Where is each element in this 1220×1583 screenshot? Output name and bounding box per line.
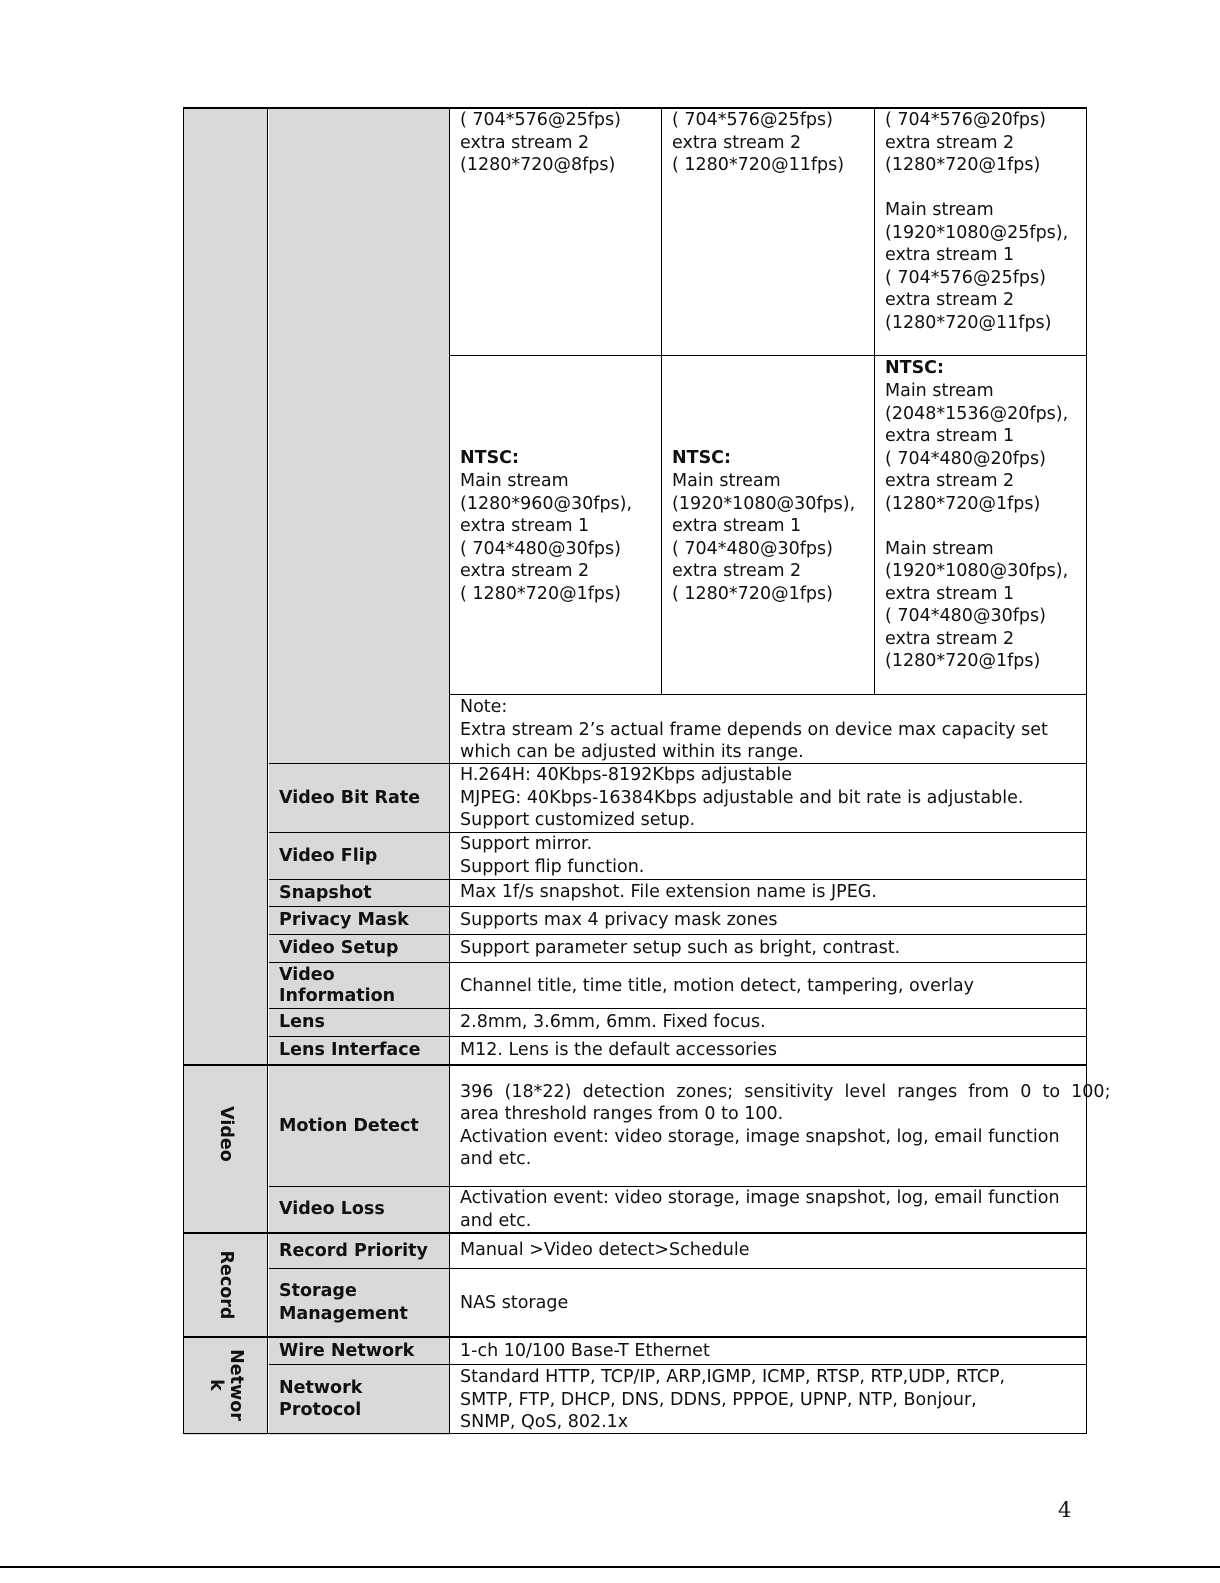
pal-stream-col1: ( 704*576@25fps) extra stream 2 (1280*720@8fps) bbox=[460, 110, 621, 175]
col-border bbox=[1086, 107, 1087, 1434]
label-lens: Lens bbox=[279, 1012, 325, 1033]
value-snapshot: Max 1f/s snapshot. File extension name is JPEG. bbox=[460, 882, 877, 902]
label-snapshot: Snapshot bbox=[279, 882, 372, 903]
value-wire-network: 1-ch 10/100 Base-T Ethernet bbox=[460, 1341, 710, 1361]
value-video-flip: Support mirror. Support flip function. bbox=[460, 834, 645, 877]
value-video-loss: Activation event: video storage, image snapshot, log, email function and etc. bbox=[460, 1188, 1060, 1231]
value-lens-interface: M12. Lens is the default accessories bbox=[460, 1040, 778, 1060]
ntsc-heading: NTSC: bbox=[460, 448, 520, 468]
label-lens-interface: Lens Interface bbox=[279, 1040, 421, 1061]
label-network-protocol: Network Protocol bbox=[279, 1377, 363, 1420]
value-motion-detect: area threshold ranges from 0 to 100. Activation event: video storage, image snapshot, log, email function and etc. bbox=[460, 1104, 1060, 1169]
ntsc-heading: NTSC: bbox=[672, 448, 732, 468]
label-video-information: Video Information bbox=[279, 964, 396, 1006]
value-video-bit-rate: H.264H: 40Kbps-8192Kbps adjustable MJPEG: 40Kbps-16384Kbps adjustable and bit rate is adjustable. Support customized setup. bbox=[460, 765, 1024, 830]
page-bottom-rule bbox=[0, 1566, 1220, 1568]
col-border bbox=[183, 107, 184, 1434]
label-privacy-mask: Privacy Mask bbox=[279, 910, 409, 931]
ntsc-stream-col1: Main stream (1280*960@30fps), extra stream 1 ( 704*480@30fps) extra stream 2 ( 1280*720@1fps) bbox=[460, 471, 633, 604]
category-network: Networ k bbox=[206, 1349, 246, 1421]
label-record-priority: Record Priority bbox=[279, 1240, 428, 1261]
label-wire-network: Wire Network bbox=[279, 1340, 415, 1361]
pal-stream-col2: ( 704*576@25fps) extra stream 2 ( 1280*720@11fps) bbox=[672, 110, 845, 175]
pal-stream-col3: ( 704*576@20fps) extra stream 2 (1280*720@1fps) Main stream (1920*1080@25fps), extra stream 1 ( 704*576@25fps) extra stream 2 (1280*720@11fps) bbox=[885, 110, 1069, 333]
category-record: Record bbox=[216, 1250, 236, 1320]
value-video-information: Channel title, time title, motion detect, tampering, overlay bbox=[460, 976, 974, 996]
value-motion-detect-line1: 396 (18*22) detection zones; sensitivity level ranges from 0 to 100; bbox=[460, 1082, 1111, 1102]
category-video: Video bbox=[216, 1106, 236, 1162]
label-video-flip: Video Flip bbox=[279, 845, 378, 866]
page-number: 4 bbox=[1058, 1498, 1072, 1522]
ntsc-stream-col3: Main stream (2048*1536@20fps), extra stream 1 ( 704*480@20fps) extra stream 2 (1280*720@1fps) Main stream (1920*1080@30fps), extra stream 1 ( 704*480@30fps) extra stream 2 (1280*720@1fps) bbox=[885, 381, 1069, 671]
row-divider bbox=[450, 355, 1087, 356]
ntsc-heading: NTSC: bbox=[885, 358, 945, 378]
label-storage-management: Storage Management bbox=[279, 1281, 408, 1324]
label-motion-detect: Motion Detect bbox=[279, 1115, 419, 1136]
row-divider bbox=[450, 694, 1087, 695]
value-video-setup: Support parameter setup such as bright, contrast. bbox=[460, 938, 901, 958]
label-video-bit-rate: Video Bit Rate bbox=[279, 787, 421, 808]
label-video-setup: Video Setup bbox=[279, 938, 399, 959]
value-lens: 2.8mm, 3.6mm, 6mm. Fixed focus. bbox=[460, 1012, 766, 1032]
col-border bbox=[661, 107, 662, 695]
value-network-protocol: Standard HTTP, TCP/IP, ARP,IGMP, ICMP, RTSP, RTP,UDP, RTCP, SMTP, FTP, DHCP, DNS, DDNS, PPPOE, UPNP, NTP, Bonjour, SNMP, QoS, 802.1x bbox=[460, 1367, 1006, 1432]
col-border bbox=[267, 107, 268, 1434]
stream-note: Note: Extra stream 2’s actual frame depends on device max capacity set which can be adjusted within its range. bbox=[460, 697, 1048, 762]
value-record-priority: Manual >Video detect>Schedule bbox=[460, 1240, 750, 1260]
ntsc-stream-col2: Main stream (1920*1080@30fps), extra stream 1 ( 704*480@30fps) extra stream 2 ( 1280*720@1fps) bbox=[672, 471, 856, 604]
value-storage-management: NAS storage bbox=[460, 1293, 569, 1313]
value-privacy-mask: Supports max 4 privacy mask zones bbox=[460, 910, 778, 930]
label-video-loss: Video Loss bbox=[279, 1199, 385, 1220]
